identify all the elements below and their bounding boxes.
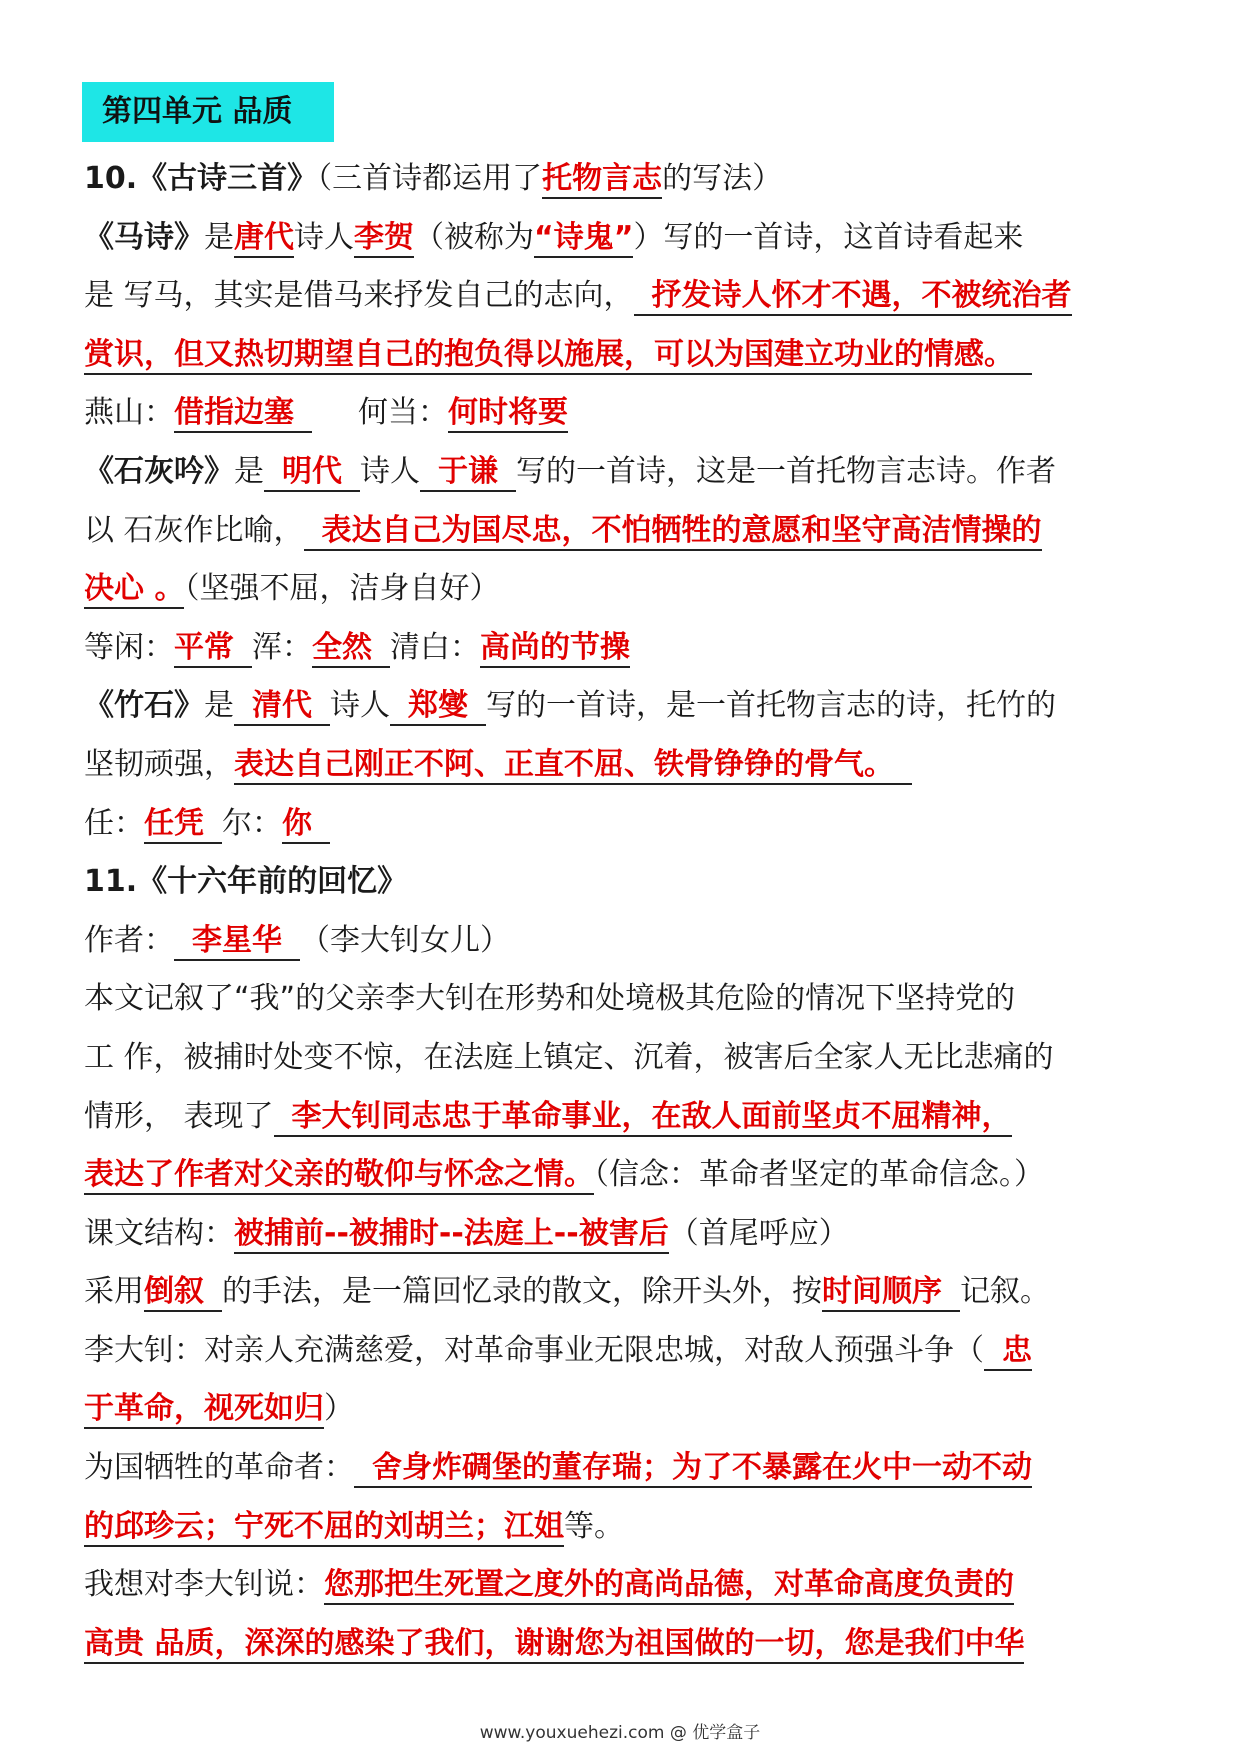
message-line-1 — [84, 1556, 1174, 1615]
answer: 时间顺序 — [822, 1274, 960, 1312]
answer: 全然 — [312, 630, 390, 668]
answer: 表达自己为国尽忠，不怕牺牲的意愿和坚守高洁情操的 — [304, 513, 1042, 551]
text: 课文结构： — [84, 1215, 234, 1251]
word-label: 尔： — [222, 805, 282, 841]
section-title: 《古诗三首》 — [137, 161, 318, 196]
answer: 决心 。 — [84, 571, 184, 609]
answer: 表达了作者对父亲的敬仰与怀念之情。 — [84, 1157, 594, 1195]
word-label: 任： — [84, 805, 144, 841]
summary-line-1: 本文记叙了“我”的父亲李大钊在形势和处境极其危险的情况下坚持党的 — [84, 981, 1016, 1017]
answer: 的邱珍云；宁死不屈的刘胡兰；江姐 — [84, 1509, 564, 1547]
answer: 赏识，但又热切期望自己的抱负得以施展，可以为国建立功业的情感。 — [84, 337, 1032, 375]
text: （首尾呼应） — [668, 1215, 849, 1251]
text: （坚强不屈，洁身自好） — [184, 571, 500, 607]
text: 是 — [234, 453, 264, 489]
answer: 李大钊同志忠于革命事业，在敌人面前坚贞不屈精神， — [274, 1099, 1012, 1137]
text: 是 写马，其实是借马来抒发自己的志向， — [84, 278, 634, 314]
poem-title: 《竹石》 — [84, 688, 204, 724]
footer-watermark: www.youxuehezi.com @ 优学盒子 — [479, 1723, 761, 1743]
text: 诗人 — [294, 219, 354, 255]
text: 以 石灰作比喻， — [84, 512, 304, 548]
summary-line-4 — [84, 1146, 1174, 1205]
summary-line-2: 工 作，被捕时处变不惊，在法庭上镇定、沉着，被害后全家人无比悲痛的 — [84, 1039, 1054, 1075]
answer-dynasty: 明代 — [264, 454, 360, 492]
answer: 您那把生死置之度外的高尚品德，对革命高度负责的 — [324, 1567, 1014, 1605]
answer: 倒叙 — [144, 1274, 222, 1312]
method-line — [84, 1263, 1174, 1322]
zhushi-line-1 — [84, 677, 1174, 736]
mashi-line-1 — [84, 209, 1174, 268]
mashi-line-2 — [84, 267, 1174, 326]
poem-title: 《马诗》 — [84, 219, 204, 255]
answer-dynasty: 清代 — [234, 688, 330, 726]
summary-line-3 — [84, 1088, 1174, 1147]
answer-poet: 于谦 — [420, 454, 516, 492]
text: 写的一首诗，这是一首托物言志诗。作者 — [516, 453, 1056, 489]
section-title: 《十六年前的回忆》 — [137, 864, 408, 900]
author-label: 作者： — [84, 922, 174, 958]
answer-dynasty: 唐代 — [234, 220, 294, 258]
mashi-words — [84, 384, 1174, 443]
answer: 被捕前--被捕时--法庭上--被害后 — [234, 1216, 669, 1254]
structure-line — [84, 1205, 1174, 1264]
martyrs-line-2 — [84, 1498, 1174, 1557]
text: 情形， 表现了 — [84, 1098, 274, 1134]
shihui-line-1 — [84, 443, 1174, 502]
lidazhao-line-1 — [84, 1322, 1174, 1381]
shihui-line-2 — [84, 502, 1174, 561]
lidazhao-line-2 — [84, 1380, 1174, 1439]
text: 诗人 — [360, 453, 420, 489]
answer: 托物言志 — [542, 161, 662, 199]
note-text: （三首诗都运用了 — [317, 161, 543, 196]
section-10-heading — [84, 150, 1174, 209]
document-body — [84, 150, 1174, 1673]
text: 李大钊：对亲人充满慈爱，对革命事业无限忠城，对敌人预强斗争（ — [84, 1332, 984, 1368]
note-text: 的写法） — [662, 161, 783, 196]
answer: 高贵 品质，深深的感染了我们，谢谢您为祖国做的一切，您是我们中华 — [84, 1626, 1024, 1664]
text: （李大钊女儿） — [300, 922, 510, 958]
answer: 舍身炸碉堡的董存瑞；为了不暴露在火中一动不动 — [354, 1450, 1032, 1488]
text: 采用 — [84, 1274, 144, 1310]
martyrs-line-1 — [84, 1439, 1174, 1498]
answer: 于革命，视死如归 — [84, 1391, 324, 1429]
zhushi-line-2 — [84, 736, 1174, 795]
shihui-words — [84, 619, 1174, 678]
word-label: 清白： — [390, 629, 480, 665]
answer: 何时将要 — [448, 395, 568, 433]
unit-title: 第四单元 品质 — [82, 82, 334, 142]
text: 我想对李大钊说： — [84, 1567, 324, 1603]
text: 记叙。 — [960, 1274, 1050, 1310]
answer-nickname: “诗鬼” — [534, 220, 633, 258]
word-label: 等闲： — [84, 629, 174, 665]
answer: 任凭 — [144, 806, 222, 844]
answer: 你 — [282, 806, 330, 844]
text: （被称为 — [414, 219, 534, 255]
text: 写的一首诗，是一首托物言志的诗，托竹的 — [486, 688, 1056, 724]
section-number: 11. — [84, 864, 138, 900]
answer: 高尚的节操 — [480, 630, 630, 668]
zhushi-words — [84, 795, 1174, 854]
answer-author: 李星华 — [174, 923, 300, 961]
word-label: 浑： — [252, 629, 312, 665]
section-11-heading — [84, 853, 1174, 912]
mashi-line-3 — [84, 326, 1174, 385]
answer-poet: 郑燮 — [390, 688, 486, 726]
answer-poet: 李贺 — [354, 220, 414, 258]
text: 坚韧顽强， — [84, 746, 234, 782]
text: 等。 — [564, 1508, 624, 1544]
text: 是 — [204, 688, 234, 724]
text: ）写的一首诗，这首诗看起来 — [633, 219, 1024, 255]
answer: 借指边塞 — [174, 395, 312, 433]
text: 的手法，是一篇回忆录的散文，除开头外，按 — [222, 1274, 822, 1310]
answer: 抒发诗人怀才不遇，不被统治者 — [634, 278, 1072, 316]
answer: 忠 — [984, 1333, 1032, 1371]
author-line — [84, 912, 1174, 971]
answer: 表达自己刚正不阿、正直不屈、铁骨铮铮的骨气。 — [234, 747, 912, 785]
word-label: 何当： — [358, 395, 448, 431]
text: （信念：革命者坚定的革命信念。） — [594, 1157, 1044, 1193]
text: ） — [324, 1391, 354, 1427]
word-label: 燕山： — [84, 395, 174, 431]
poem-title: 《石灰吟》 — [84, 453, 234, 489]
answer: 平常 — [174, 630, 252, 668]
section-number: 10. — [84, 161, 138, 196]
message-line-2 — [84, 1615, 1174, 1674]
shihui-line-3 — [84, 560, 1174, 619]
text: 为国牺牲的革命者： — [84, 1450, 354, 1486]
text: 诗人 — [330, 688, 390, 724]
text: 是 — [204, 219, 234, 255]
